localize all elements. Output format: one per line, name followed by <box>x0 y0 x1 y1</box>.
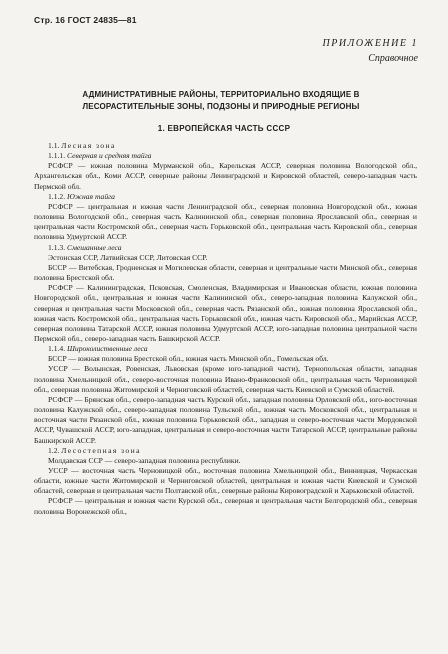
subzone-name: Северная и средняя тайга <box>67 151 152 161</box>
subzone-name: Смешанные леса <box>67 242 122 252</box>
subzone-number: 1.1.4. <box>48 344 66 354</box>
paragraph: РСФСР — центральная и южная части Ленинградской обл., северная половина Новгородской обл., южная половина Вологодской обл., северная часть Калининской обл., северная половина Ярославской обл., северная и центральная части Костромской обл., северная часть Горьковской обл., центральная часть Кировской обл., северная половина Удмуртской АССР. <box>34 201 417 242</box>
section-heading: 1. ЕВРОПЕЙСКАЯ ЧАСТЬ СССР <box>157 124 291 133</box>
subzone-heading-broadleaf <box>34 344 417 354</box>
subzone-number: 1.1.3. <box>48 242 66 252</box>
subzone-heading-south-taiga <box>34 192 417 202</box>
zone-heading-forest <box>34 141 417 151</box>
subzone-name: Южная тайга <box>67 191 115 201</box>
subzone-heading-taiga <box>34 151 417 161</box>
appendix-subtitle: Справочное <box>368 53 418 64</box>
subzone-name: Широколиственные леса <box>67 344 148 354</box>
appendix-block <box>323 36 419 66</box>
paragraph: БССР — южная половина Брестской обл., южная часть Минской обл., Гомельская обл. <box>48 354 329 364</box>
paragraph: Молдавская ССР — северо-западная половина республики. <box>48 455 241 465</box>
paragraph: УССР — Волынская, Ровенская, Львовская (кроме юго-западной части), Тернопольская области, западная половина Хмельницкой обл., северо-восточная половина Ивано-Франковской обл., центральная часть Черновицкой обл., северная половина Житомирской и Черниговской областей, северная часть Киевской и Сумской областей. <box>34 364 417 394</box>
subzone-number: 1.1.1. <box>48 151 66 161</box>
subzone-number: 1.1.2. <box>48 191 66 201</box>
document-title <box>40 89 402 112</box>
paragraph: РСФСР — центральная и южная части Курской обл., северная и центральная части Белгородской обл., северная половина Воронежской обл., <box>34 496 417 516</box>
zone-number: 1.2. <box>48 445 60 455</box>
paragraph: БССР — Витебская, Гродненская и Могилевская области, северная и центральные части Минской обл., северная половина Брестской обл. <box>34 262 417 283</box>
paragraph: УССР — восточная часть Черновицкой обл., восточная половина Хмельницкой обл., Винницкая, Черкасская области, южные части Житомирской и Черниговской областей, центральная и южная части Киевской и Сумской областей, северная и центральная части Полтавской обл., северные районы Кировоградской и Харьковской областей. <box>34 466 417 496</box>
zone-name: Лесостепная зона <box>61 445 141 455</box>
paragraph: РСФСР — Брянская обл., северо-западная часть Курской обл., западная половина Орловской обл., юго-восточная половина Калужской обл., северо-западная половина Тульской обл., южная часть Московской обл., центральная и восточная части Рязанской обл., южная половина Горьковской обл., западная и северо-восточная части Мордовской АССР, Чувашской АССР, юго-западная, центральная и северо-восточная части Татарской АССР, центральные районы Башкирской АССР. <box>34 394 417 445</box>
paragraph: РСФСР — южная половина Мурманской обл., Карельская АССР, северная половина Вологодской обл., Архангельская обл., Коми АССР, северные районы Ленинградской и Кировской областей, северо-западная часть Пермской обл. <box>34 161 417 191</box>
subzone-heading-mixed <box>34 243 417 253</box>
zone-number: 1.1. <box>48 141 60 150</box>
paragraph: Эстонская ССР, Латвийская ССР, Литовская ССР. <box>48 252 208 262</box>
page-header: Стр. 16 ГОСТ 24835—81 <box>34 15 137 25</box>
document-body <box>34 141 417 517</box>
title-line-2: ЛЕСОРАСТИТЕЛЬНЫЕ ЗОНЫ, ПОДЗОНЫ И ПРИРОДНЫЕ РЕГИОНЫ <box>82 101 360 111</box>
zone-heading-forest-steppe <box>34 446 417 456</box>
paragraph: РСФСР — Калининградская, Псковская, Смоленская, Владимирская и Ивановская области, южная половина Новгородской обл., центральная и южная части Калининской обл., северо-западная половина Калужской обл., северная и центральная части Московской обл., северная часть Рязанской обл., южная половина Ярославской обл., южная часть Костромской обл., центральная часть Горьковской обл., южная часть Кировской обл., Марийская АССР, северная половина Татарской АССР, южная половина Удмуртской АССР, юго-западная половина центральной части Пермской обл., северо-западная часть Башкирской АССР. <box>34 283 417 343</box>
title-line-1: АДМИНИСТРАТИВНЫЕ РАЙОНЫ, ТЕРРИТОРИАЛЬНО ВХОДЯЩИЕ В <box>82 90 360 99</box>
zone-name: Лесная зона <box>61 141 116 150</box>
appendix-label: ПРИЛОЖЕНИЕ 1 <box>322 38 418 49</box>
